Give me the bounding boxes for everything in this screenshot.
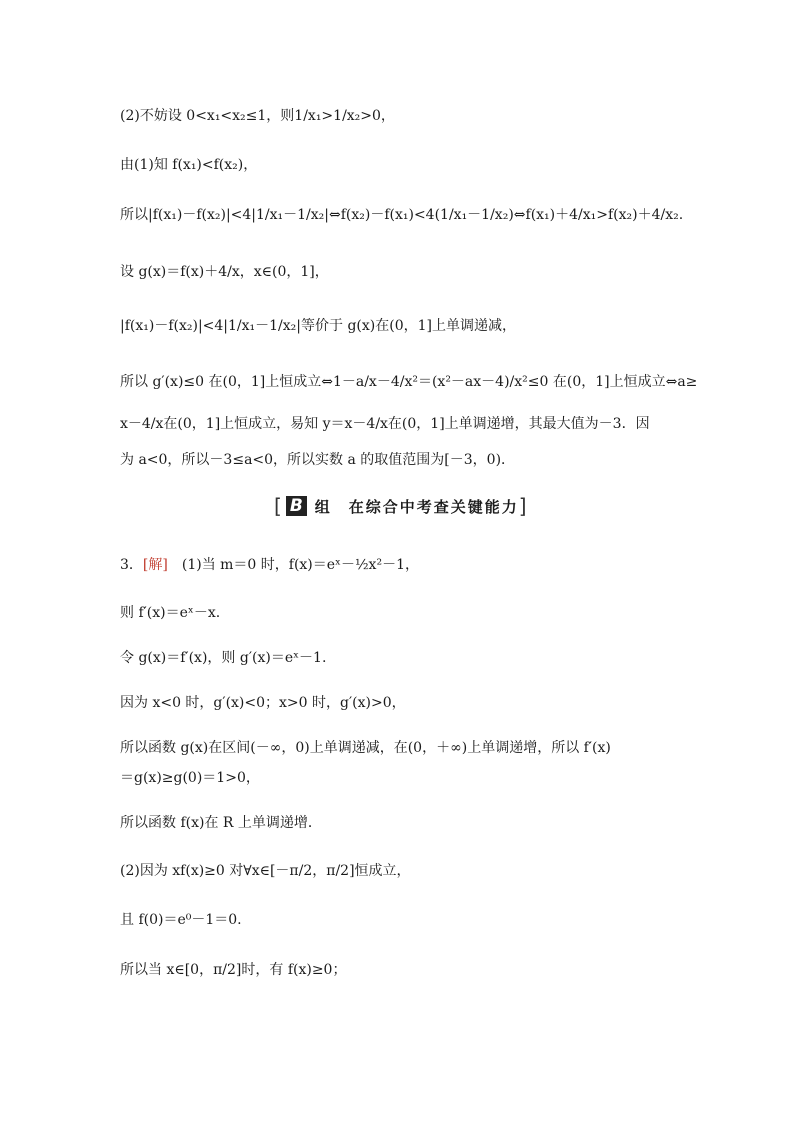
solution-tag: [解] [142, 557, 168, 573]
text-line: 且 f(0)＝e⁰－1＝0. [120, 912, 242, 928]
text-line: 所以 g′(x)≤0 在(0，1]上恒成立⇔1－a/x－4/x²＝(x²－ax－4)/x²≤0 在(0，1]上恒成立⇔a≥ [120, 374, 698, 390]
text-segment: (1)当 m＝0 时，f(x)＝eˣ－½x²－1， [167, 557, 419, 573]
text-line: 为 a<0，所以－3≤a<0，所以实数 a 的取值范围为[－3，0)． [120, 452, 516, 468]
bracket-open: [ [274, 494, 282, 518]
text-line: |f(x₁)－f(x₂)|<4|1/x₁－1/x₂|等价于 g(x)在(0，1]上单调递减， [120, 318, 516, 334]
text-line: 设 g(x)＝f(x)＋4/x，x∈(0，1]， [120, 264, 329, 280]
text-line: 所以当 x∈[0，π/2]时，有 f(x)≥0； [120, 962, 347, 978]
question-line [120, 555, 419, 575]
text-line: 所以函数 f(x)在 R 上单调递增． [120, 815, 322, 831]
text-line: 所以函数 g(x)在区间(－∞，0)上单调递减，在(0，＋∞)上单调递增，所以 f′(x) [120, 740, 611, 756]
text-line: (2)因为 xf(x)≥0 对∀x∈[－π/2，π/2]恒成立， [120, 863, 411, 879]
text-line: 令 g(x)＝f′(x)，则 g′(x)＝eˣ－1. [120, 650, 327, 666]
text-line: 所以|f(x₁)－f(x₂)|<4|1/x₁－1/x₂|⇔f(x₂)－f(x₁)<4(1/x₁－1/x₂)⇔f(x₁)＋4/x₁>f(x₂)＋4/x₂. [120, 207, 684, 223]
section-heading [274, 494, 527, 518]
question-number: 3． [120, 557, 143, 573]
text-line: ＝g(x)≥g(0)＝1>0， [120, 770, 260, 786]
text-line: 因为 x<0 时，g′(x)<0；x>0 时，g′(x)>0， [120, 695, 406, 711]
text-line: (2)不妨设 0<x₁<x₂≤1，则1/x₁>1/x₂>0， [120, 108, 395, 124]
text-line: x－4/x在(0，1]上恒成立，易知 y＝x－4/x在(0，1]上单调递增，其最大值为－3．因 [120, 416, 650, 432]
text-line: 由(1)知 f(x₁)<f(x₂)， [120, 157, 258, 173]
text-line: 则 f′(x)＝eˣ－x. [120, 605, 221, 621]
section-title: 组 在综合中考查关键能力 [314, 497, 519, 516]
group-badge: B [286, 496, 307, 516]
bracket-close: ] [518, 494, 527, 518]
